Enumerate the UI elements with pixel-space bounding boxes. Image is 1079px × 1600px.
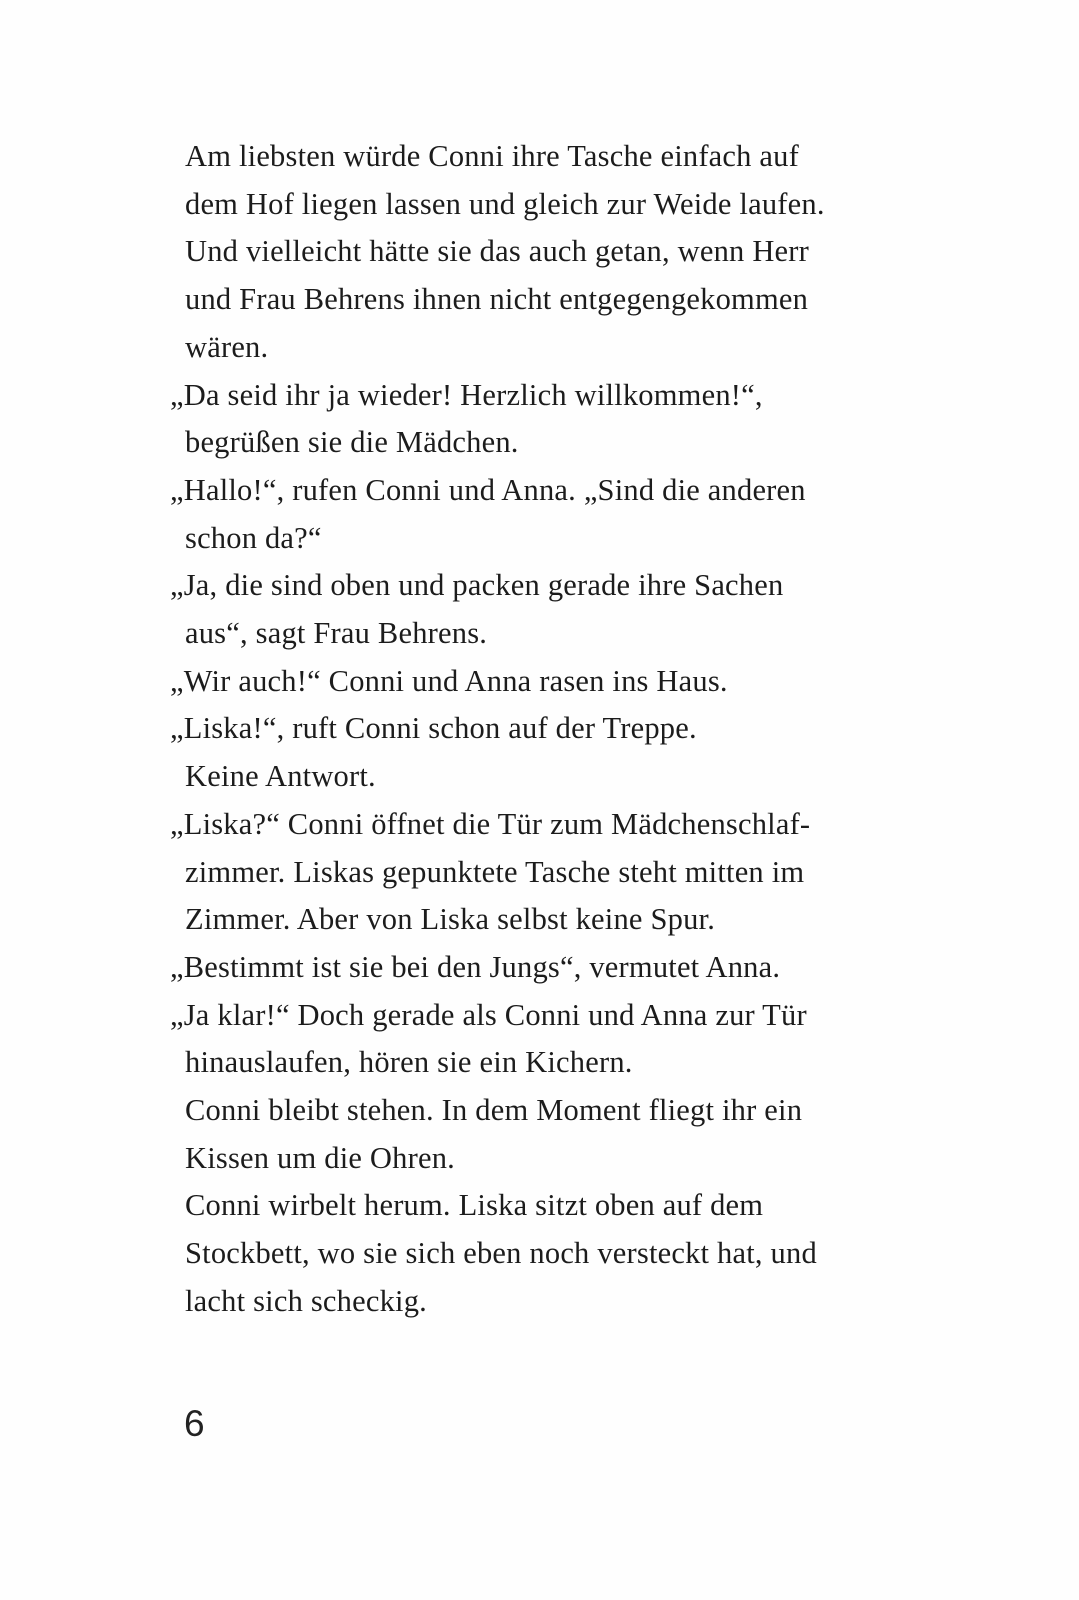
text-line: wären. [185,329,269,364]
text-line: Keine Antwort. [185,759,376,794]
text-line: „Ja, die sind oben und packen gerade ihre Sachen [170,568,784,603]
text-line: Zimmer. Aber von Liska selbst keine Spur. [185,902,716,937]
text-line: Und vielleicht hätte sie das auch getan, wenn Herr [185,234,810,269]
text-line: Am liebsten würde Conni ihre Tasche einfach auf [185,139,799,173]
text-line: Stockbett, wo sie sich eben noch versteckt hat, und [185,1236,817,1271]
text-line: lacht sich scheckig. [185,1283,427,1318]
text-line: begrüßen sie die Mädchen. [185,425,519,460]
text-line: „Liska?“ Conni öffnet die Tür zum Mädchenschlaf- [170,806,811,841]
text-line: „Da seid ihr ja wieder! Herzlich willkommen!“, [170,377,763,412]
text-line: Conni wirbelt herum. Liska sitzt oben auf dem [185,1188,764,1223]
text-line: zimmer. Liskas gepunktete Tasche steht mitten im [185,854,805,889]
text-line: „Ja klar!“ Doch gerade als Conni und Anna zur Tür [170,997,807,1032]
text-line: aus“, sagt Frau Behrens. [185,616,488,651]
text-line: hinauslaufen, hören sie ein Kichern. [185,1045,633,1080]
text-line: Kissen um die Ohren. [185,1140,455,1175]
text-line: „Wir auch!“ Conni und Anna rasen ins Haus. [170,663,728,698]
text-line: „Bestimmt ist sie bei den Jungs“, vermutet Anna. [170,949,781,984]
text-line: und Frau Behrens ihnen nicht entgegengekommen [185,282,809,317]
text-line: „Hallo!“, rufen Conni und Anna. „Sind die anderen [170,472,806,507]
text-line: dem Hof liegen lassen und gleich zur Weide laufen. [185,186,825,221]
page-number: 6 [184,1403,205,1444]
text-line: „Liska!“, ruft Conni schon auf der Treppe. [170,711,697,746]
text-line: schon da?“ [185,520,322,555]
page-text [170,133,945,1326]
text-line: Conni bleibt stehen. In dem Moment fliegt ihr ein [185,1093,803,1128]
